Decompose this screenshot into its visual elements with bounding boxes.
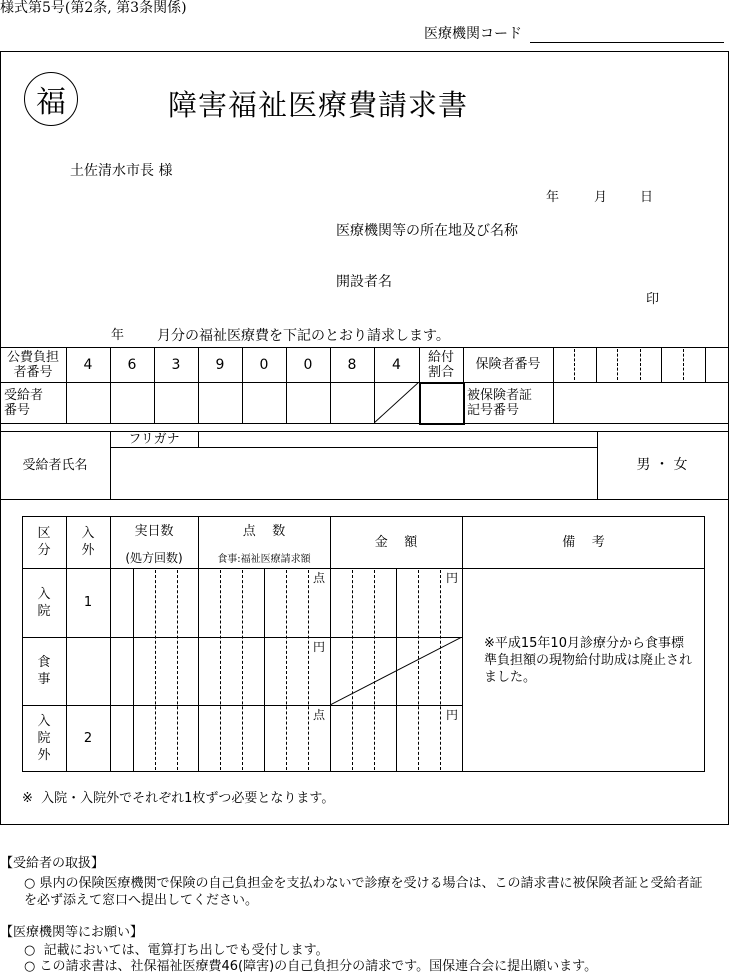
row-code: 1 <box>83 595 93 610</box>
diagonal-slash <box>374 382 419 423</box>
payer-digit: 4 <box>83 356 93 373</box>
seal-label: 印 <box>646 292 660 307</box>
institution-request-2: ○ この請求書は、社保福祉医療費46(障害)の自己負担分の請求です。国保連合会に提出願います。 <box>24 959 598 974</box>
payer-number-label: 公費負担 者番号 <box>6 349 59 380</box>
header-kubun: 区 分 <box>37 526 51 558</box>
row-label-inpatient: 入 院 <box>37 586 51 619</box>
recipient-name-label: 受給者氏名 <box>22 457 88 473</box>
header-amount: 金 額 <box>374 534 418 550</box>
footnote: ※ 入院・入院外でそれぞれ1枚ずつ必要となります。 <box>22 791 335 806</box>
unit-point: 点 <box>313 708 326 722</box>
page-title: 障害福祉医療費請求書 <box>168 88 469 122</box>
date-year-label: 年 <box>546 190 560 205</box>
unit-yen: 円 <box>446 708 459 722</box>
founder-label: 開設者名 <box>336 274 392 290</box>
recipient-number-label: 受給者 番号 <box>4 387 44 418</box>
header-days: 実日数 <box>134 523 174 539</box>
addressee: 土佐清水市長 様 <box>70 163 173 179</box>
row-label-outpatient: 入 院 外 <box>37 714 51 763</box>
header-points-sub: 食事:福祉医療請求額 <box>217 553 311 565</box>
unit-yen: 円 <box>313 640 326 654</box>
header-days-sub: (処方回数) <box>125 550 183 565</box>
fuku-mark: 福 <box>24 72 78 126</box>
insurer-number-label: 保険者番号 <box>475 357 541 372</box>
payer-digit: 0 <box>303 356 313 373</box>
remarks-note: ※平成15年10月診療分から食事標準負担額の現物給付助成は廃止されました。 <box>484 636 693 685</box>
benefit-rate-label: 給付 割合 <box>427 349 454 380</box>
meal-amount-slash <box>330 637 462 705</box>
date-day-label: 日 <box>640 190 654 205</box>
insured-card-label: 被保険者証 記号番号 <box>467 387 533 418</box>
payer-digit: 0 <box>259 356 269 373</box>
payer-digit: 8 <box>347 356 357 373</box>
institution-address-label: 医療機関等の所在地及び名称 <box>336 223 518 239</box>
payer-digit: 3 <box>171 356 181 373</box>
header-nyugai: 入 外 <box>81 526 95 558</box>
request-text: 月分の福祉医療費を下記のとおり請求します。 <box>157 328 450 344</box>
institution-request-title: 【医療機関等にお願い】 <box>0 925 144 940</box>
benefit-rate-box[interactable] <box>419 382 465 425</box>
furigana-label: フリガナ <box>128 431 180 447</box>
payer-digit: 6 <box>127 356 137 373</box>
recipient-handling-title: 【受給者の取扱】 <box>0 856 105 871</box>
row-label-meal: 食 事 <box>37 655 51 687</box>
institution-code-label: 医療機関コード <box>424 26 522 42</box>
unit-point: 点 <box>313 571 326 585</box>
institution-code-field[interactable] <box>530 42 724 43</box>
payer-digit: 4 <box>392 356 401 373</box>
header-remarks: 備 考 <box>562 534 605 550</box>
date-month-label: 月 <box>594 190 608 205</box>
row-code: 2 <box>83 731 93 746</box>
institution-request-1: ○ 記載においては、電算打ち出しでも受付します。 <box>24 943 329 958</box>
gender-select[interactable]: 男 ・ 女 <box>636 457 688 473</box>
form-number: 様式第5号(第2条, 第3条関係) <box>0 0 187 16</box>
header-points: 点 数 <box>242 523 286 539</box>
payer-digit: 9 <box>215 356 225 373</box>
recipient-handling-text: ○ 県内の保険医療機関で保険の自己負担金を支払わないで診療を受ける場合は、この請求書に被保険者証と受給者証を必ず添えて窓口へ提出してください。 <box>24 876 703 908</box>
unit-yen: 円 <box>446 571 459 585</box>
request-year-label: 年 <box>111 328 125 343</box>
